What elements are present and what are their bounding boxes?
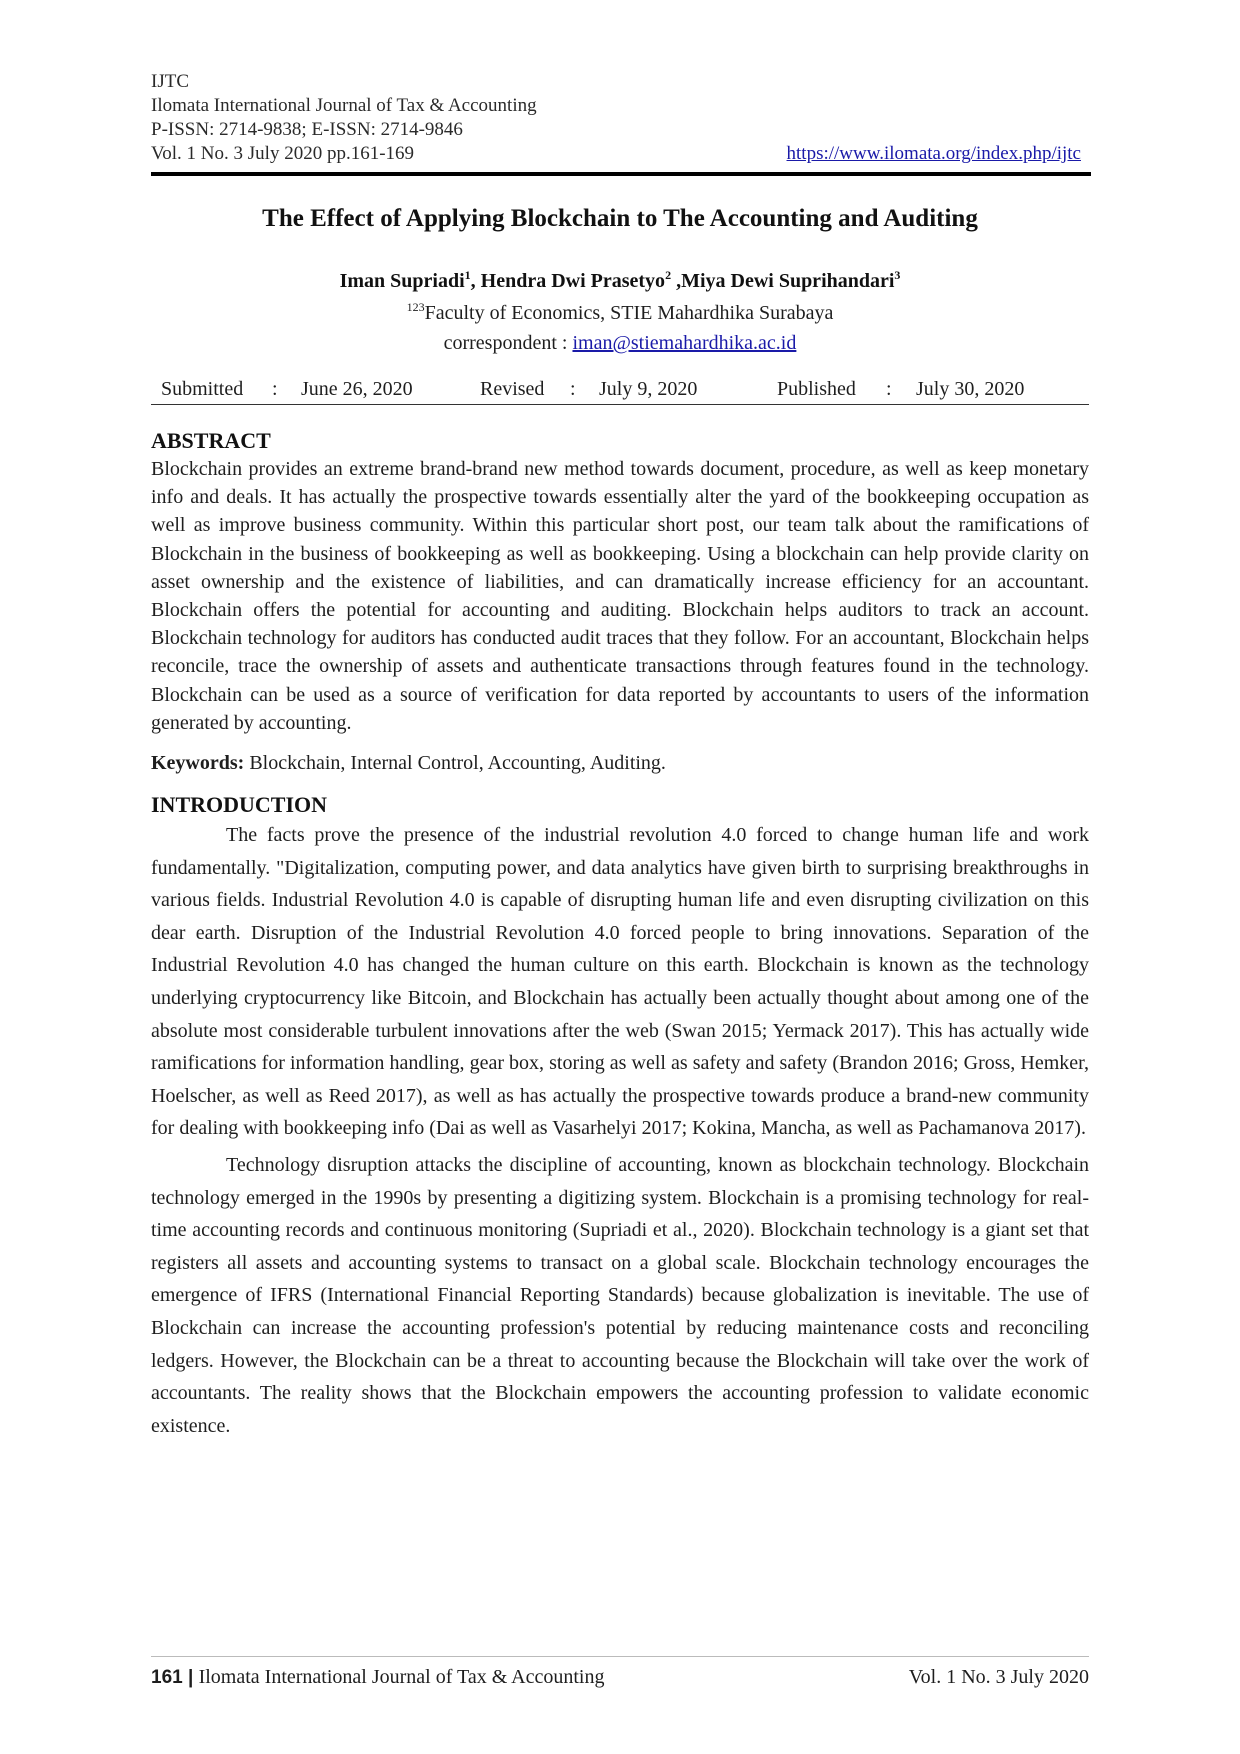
author-separator: , <box>671 270 682 292</box>
keywords-line <box>151 749 1089 777</box>
author-affil-mark: 2 <box>665 268 672 282</box>
author-name: Iman Supriadi <box>339 270 465 292</box>
author-name: Hendra Dwi Prasetyo <box>480 270 666 292</box>
footer-journal: Ilomata International Journal of Tax & Accounting <box>198 1666 605 1688</box>
header-divider <box>151 172 1091 176</box>
paper-title: The Effect of Applying Blockchain to The Accounting and Auditing <box>262 205 978 232</box>
keywords-text: Blockchain, Internal Control, Accounting, Auditing. <box>244 752 666 775</box>
page-number: 161 <box>151 1667 183 1688</box>
author-list <box>151 268 1089 294</box>
footer-separator: | <box>182 1667 199 1688</box>
affiliation-text: Faculty of Economics, STIE Mahardhika Surabaya <box>424 302 834 324</box>
published-label: Published <box>777 378 856 400</box>
publication-dates <box>151 374 1089 405</box>
submitted-colon: : <box>272 378 278 400</box>
keywords-label: Keywords: <box>151 752 245 775</box>
author-separator: , <box>470 270 481 292</box>
author-name: Miya Dewi Suprihandari <box>681 270 895 292</box>
revised-date: July 9, 2020 <box>599 378 698 400</box>
published-colon: : <box>886 378 892 400</box>
correspondent-label: correspondent : <box>443 332 573 354</box>
submitted-label: Submitted <box>161 378 244 400</box>
revised-colon: : <box>570 378 576 400</box>
journal-url-link[interactable]: https://www.ilomata.org/index.php/ijtc <box>786 143 1081 164</box>
correspondent-email-link[interactable]: iman@stiemahardhika.ac.id <box>572 332 797 354</box>
abstract-text: Blockchain provides an extreme brand-brand new method towards document, procedure, as well as keep monetary info and deals. It has actually the prospective towards essentially alter the yard of the bookkeeping occupation as well as improve business community. Within this particular short post, our team talk about the ramifications of Blockchain in the business of bookkeeping as well as bookkeeping. Using a blockchain can help provide clarity on asset ownership and the existence of liabilities, and can dramatically increase efficiency for an accountant. Blockchain offers the potential for accounting and auditing. Blockchain helps auditors to track an account. Blockchain technology for auditors has conducted audit traces that they follow. For an accountant, Blockchain helps reconcile, trace the ownership of assets and authenticate transactions through features found in the technology. Blockchain can be used as a source of verification for data reported by accountants to users of the information generated by accounting. <box>151 458 1089 734</box>
paper-page <box>151 70 1089 1442</box>
submitted-date: June 26, 2020 <box>301 378 413 400</box>
author-affil-mark: 1 <box>464 268 471 282</box>
page-footer <box>151 1656 1089 1692</box>
affiliation <box>151 298 1089 328</box>
intro-paragraph: The facts prove the presence of the industrial revolution 4.0 forced to change human life and work fundamentally. "Digitalization, computing power, and data analytics have given birth to surprising breakthroughs in various fields. Industrial Revolution 4.0 is capable of disrupting human life and even disrupting civilization on this dear earth. Disruption of the Industrial Revolution 4.0 forced people to bring innovations. Separation of the Industrial Revolution 4.0 has changed the human culture on this earth. Blockchain is known as the technology underlying cryptocurrency like Bitcoin, and Blockchain has actually been actually thought about among one of the absolute most considerable turbulent innovations after the web (Swan 2015; Yermack 2017). This has actually wide ramifications for information handling, gear box, storing as well as safety and safety (Brandon 2016; Gross, Hemker, Hoelscher, as well as Reed 2017), as well as has actually the prospective towards produce a brand-new community for dealing with bookkeeping info (Dai as well as Vasarhelyi 2017; Kokina, Mancha, as well as Pachamanova 2017). <box>151 824 1089 1140</box>
intro-paragraph: Technology disruption attacks the discipline of accounting, known as blockchain technology. Blockchain technology emerged in the 1990s by presenting a digitizing system. Blockchain is a promising technology for real-time accounting records and continuous monitoring (Supriadi et al., 2020). Blockchain technology is a giant set that registers all assets and accounting systems to transact on a global scale. Blockchain technology encourages the emergence of IFRS (International Financial Reporting Standards) because globalization is inevitable. The use of Blockchain can increase the accounting profession's potential by reducing maintenance costs and reconciling ledgers. However, the Blockchain can be a threat to accounting because the Blockchain will take over the work of accountants. The reality shows that the Blockchain empowers the accounting profession to validate economic existence. <box>151 1153 1089 1437</box>
journal-code: IJTC <box>151 71 189 92</box>
journal-volume-line <box>151 142 1089 166</box>
author-affil-mark: 3 <box>894 268 901 282</box>
footer-issue: Vol. 1 No. 3 July 2020 <box>908 1666 1089 1688</box>
revised-label: Revised <box>480 378 545 400</box>
abstract-heading: ABSTRACT <box>151 428 271 453</box>
journal-header <box>151 70 1089 166</box>
affiliation-mark: 123 <box>406 300 425 314</box>
journal-volume: Vol. 1 No. 3 July 2020 pp.161-169 <box>151 143 415 164</box>
correspondent-line <box>151 328 1089 358</box>
published-date: July 30, 2020 <box>916 378 1025 400</box>
introduction-heading: INTRODUCTION <box>151 792 328 818</box>
journal-name: Ilomata International Journal of Tax & Accounting <box>151 95 537 116</box>
journal-issn: P-ISSN: 2714-9838; E-ISSN: 2714-9846 <box>151 119 463 140</box>
